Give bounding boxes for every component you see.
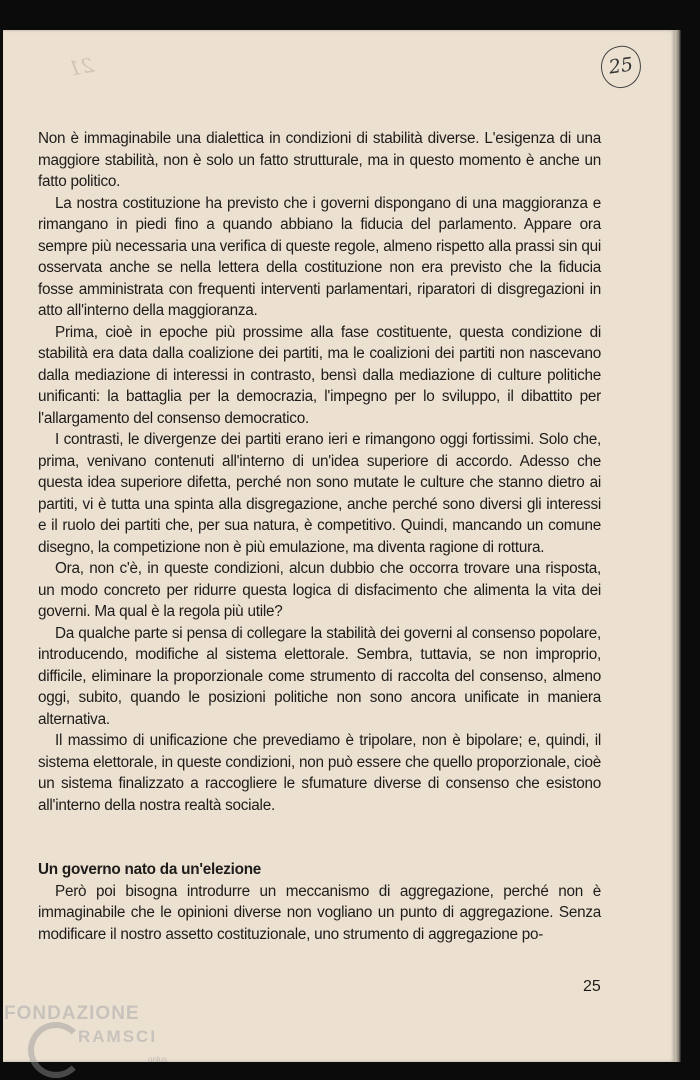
watermark-text: FONDAZIONE <box>4 1003 140 1024</box>
paragraph: Il massimo di unificazione che prevediamo è tripolare, non è bipolare; e, quindi, il sistema elettorale, in queste condizioni, non può essere che quello proporzionale, cioè un sistema finalizzato a raccogliere le sfumature diverse di consenso che esistono all'interno della nostra realtà sociale. <box>38 732 601 814</box>
paragraph: Da qualche parte si pensa di collegare la stabilità dei governi al consenso popolare, introducendo, modifiche al sistema elettorale. Sembra, tuttavia, se non improprio, difficile, eliminare la proporzionale come strumento di raccolta del consenso, almeno oggi, subito, quando le posizioni politiche non sono ancora unificate in maniera alternativa. <box>38 624 601 728</box>
paragraph: Prima, cioè in epoche più prossime alla fase costituente, questa condizione di stabilità era data dalla coalizione dei partiti, ma le coalizioni dei partiti non nascevano dalla mediazione di interessi in contrasto, bensì dalla mediazione di culture politiche unificanti: la battaglia per la democrazia, l'impegno per lo sviluppo, il dibattito per l'allargamento del consenso democratico. <box>38 323 601 427</box>
paragraph: Però poi bisogna introdurre un meccanismo di aggregazione, perché non è immaginabile che le opinioni diverse non vogliano un punto di aggregazione. Senza modificare il nostro assetto costituzionale, uno strumento di aggregazione po- <box>38 882 601 943</box>
handwritten-page-mark: 25 <box>598 43 643 90</box>
paragraph: La nostra costituzione ha previsto che i governi dispongano di una maggioranza e rimangano in piedi fino a quando abbiano la fiducia del parlamento. Appare ora sempre più necessaria una verifica di queste regole, almeno rispetto alla prassi sin qui osservata anche se nella lettera della costituzione non era previsto che la fiducia fosse amministrata con frequenti interventi parlamentari, riparatori di disgregazioni in atto all'interno della maggioranza. <box>38 194 601 319</box>
paragraph: Ora, non c'è, in queste condizioni, alcun dubbio che occorra trovare una risposta, un modo concreto per ridurre questa logica di disfacimento che alimenta la vita dei governi. Ma qual è la regola più utile? <box>38 560 601 620</box>
watermark-subtext: onlus <box>148 1055 168 1064</box>
paragraph: I contrasti, le divergenze dei partiti erano ieri e rimangono oggi fortissimi. Solo che, prima, venivano contenuti all'interno di un'idea superiore di accordo. Adesso che questa idea superiore difetta, perché non sono mutate le culture che stanno dietro ai partiti, vi è tutta una spinta alla disgregazione, anche perché sono diversi gli interessi e il ruolo dei partiti che, per sua natura, è competitivo. Quindi, mancando un comune disegno, la competizione non è più emulazione, ma diventa ragione di rottura. <box>38 431 601 556</box>
watermark-logo <box>4 1003 179 1075</box>
page-edge <box>675 30 681 1062</box>
watermark-text: RAMSCI <box>78 1027 158 1046</box>
section-heading: Un governo nato da un'elezione <box>38 861 262 878</box>
watermark-g-icon <box>28 1022 84 1078</box>
bleed-through-mark: 21 <box>66 52 96 81</box>
page-number: 25 <box>583 978 601 995</box>
paragraph: Non è immaginabile una dialettica in condizioni di stabilità diverse. L'esigenza di una maggiore stabilità, non è solo un fatto strutturale, ma in questo momento è anche un fatto politico. <box>38 130 601 190</box>
text-body <box>38 128 601 945</box>
